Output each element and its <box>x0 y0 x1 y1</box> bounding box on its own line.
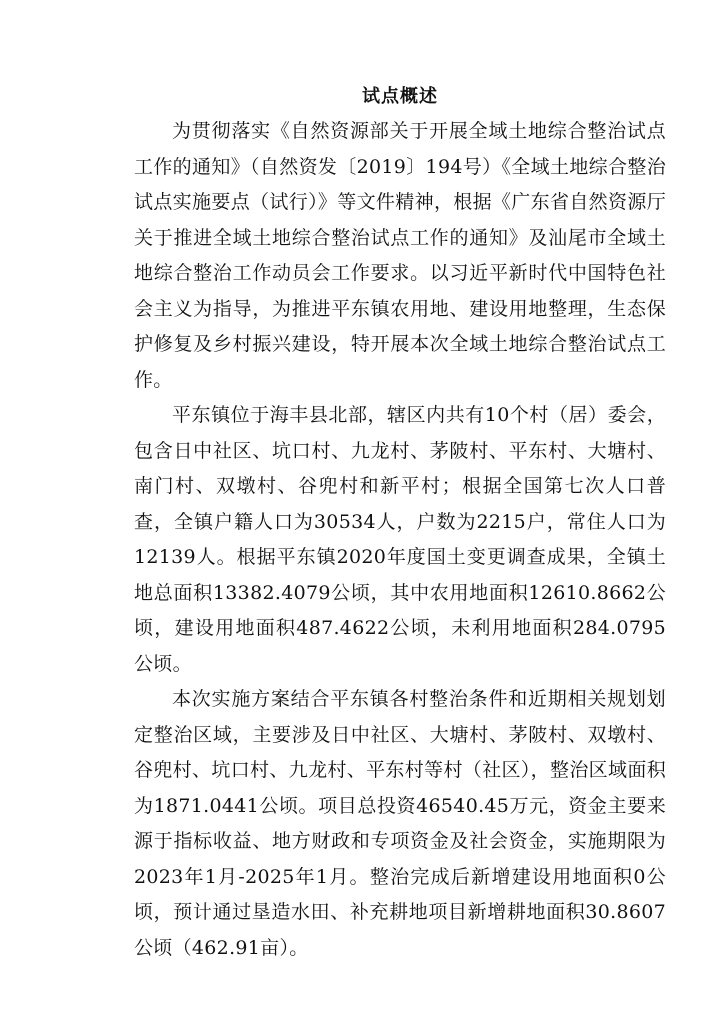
document-page <box>134 84 666 966</box>
paragraph-background: 为贯彻落实《自然资源部关于开展全域土地综合整治试点工作的通知》（自然资发〔2019〕194号）《全域土地综合整治试点实施要点（试行）》等文件精神，根据《广东省自然资源厅关于推进全域土地综合整治试点工作的通知》及汕尾市全域土地综合整治工作动员会工作要求。以习近平新时代中国特色社会主义为指导，为推进平东镇农用地、建设用地整理，生态保护修复及乡村振兴建设，特开展本次全域土地综合整治试点工作。 <box>134 120 666 391</box>
paragraph-town-overview: 平东镇位于海丰县北部，辖区内共有10个村（居）委会，包含日中社区、坑口村、九龙村、茅陂村、平东村、大塘村、南门村、双墩村、谷兜村和新平村；根据全国第七次人口普查，全镇户籍人口为30534人，户数为2215户，常住人口为12139人。根据平东镇2020年度国土变更调查成果，全镇土地总面积13382.4079公顷，其中农用地面积12610.8662公顷，建设用地面积487.4622公顷，未利用地面积284.0795公顷。 <box>134 404 666 675</box>
paragraph-implementation-plan: 本次实施方案结合平东镇各村整治条件和近期相关规划划定整治区域，主要涉及日中社区、大塘村、茅陂村、双墩村、谷兜村、坑口村、九龙村、平东村等村（社区），整治区域面积为1871.0441公顷。项目总投资46540.45万元，资金主要来源于指标收益、地方财政和专项资金及社会资金，实施期限为2023年1月-2025年1月。整治完成后新增建设用地面积0公顷，预计通过垦造水田、补充耕地项目新增耕地面积30.8607公顷（462.91亩）。 <box>134 688 666 959</box>
page-title: 试点概述 <box>362 86 438 107</box>
